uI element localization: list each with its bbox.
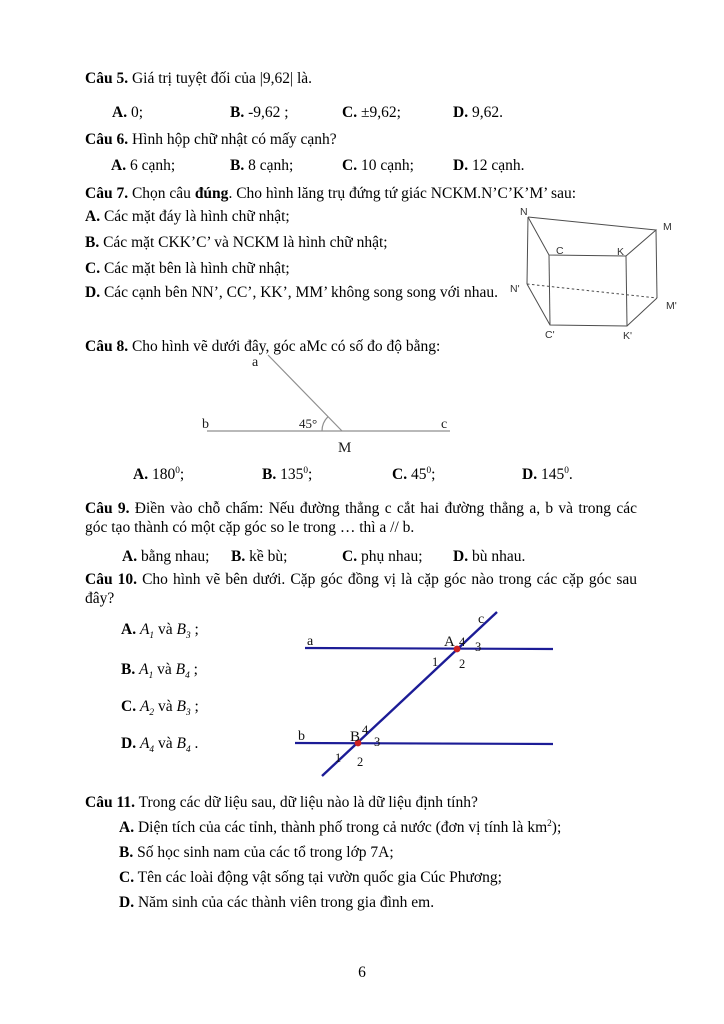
prism-figure xyxy=(505,196,695,346)
question-6-option-a: A. 6 cạnh; xyxy=(111,157,176,174)
question-8-option-d: D. $145^0$. xyxy=(522,465,573,483)
question-6-option-c: C. 10 cạnh; xyxy=(342,157,414,174)
question-7-title: Câu 7. Chọn câu đúng. Cho hình lăng trụ đứng tứ giác NCKM.N’C’K’M’ sau: xyxy=(85,185,577,202)
angle-number-a4: 4 xyxy=(459,635,466,649)
question-5-options xyxy=(0,103,724,123)
question-9-option-d: D. bù nhau. xyxy=(453,548,526,565)
question-8-option-a: A. $180^0$; xyxy=(133,465,185,483)
question-10-option-b: B. $A_1$ và $B_4$ ; xyxy=(121,661,198,682)
question-7-option-b: B. Các mặt CKK’C’ và NCKM là hình chữ nhật; xyxy=(85,234,388,251)
question-10-title-line1: Câu 10. Cho hình vẽ bên dưới. Cặp góc đồng vị là cặp góc nào trong các cặp góc sau xyxy=(85,571,637,588)
angle-number-b3: 3 xyxy=(374,735,381,749)
angle-number-a1: 1 xyxy=(432,655,439,669)
question-5-option-d: D. 9,62. xyxy=(453,104,503,121)
question-11-option-b: B. Số học sinh nam của các tổ trong lớp 7A; xyxy=(119,844,394,861)
question-6-title: Câu 6. Hình hộp chữ nhật có mấy cạnh? xyxy=(85,131,337,148)
prism-vertex-label-n-prime: N' xyxy=(510,283,520,295)
prism-vertex-label-n: N xyxy=(520,206,528,218)
parallel-label-c: c xyxy=(478,612,485,627)
angle-figure xyxy=(195,348,465,456)
question-9-title-line2: góc tạo thành có một cặp góc so le trong … thì a // b. xyxy=(85,519,415,536)
parallel-label-a: a xyxy=(307,634,314,649)
question-6-option-d: D. 12 cạnh. xyxy=(453,157,525,174)
prism-vertex-label-c: C xyxy=(556,245,564,257)
angle-number-a2: 2 xyxy=(459,657,466,671)
angle-line-label-c: c xyxy=(441,417,448,432)
transversal-line-c xyxy=(322,612,497,776)
question-9-option-c: C. phụ nhau; xyxy=(342,548,423,565)
question-11-option-c: C. Tên các loài động vật sống tại vườn quốc gia Cúc Phương; xyxy=(119,869,502,886)
question-10-option-c: C. $A_2$ và $B_3$ ; xyxy=(121,698,199,719)
question-11-option-d: D. Năm sinh của các thành viên trong gia đình em. xyxy=(119,894,435,911)
prism-vertex-label-k: K xyxy=(617,246,625,258)
question-5-option-a: A. 0; xyxy=(112,104,144,121)
question-6-options xyxy=(0,156,724,176)
prism-vertex-label-m-prime: M' xyxy=(666,300,677,312)
question-8-option-b: B. $135^0$; xyxy=(262,465,313,483)
prism-vertex-label-c-prime: C' xyxy=(545,329,555,341)
question-11-option-a: A. Diện tích của các tỉnh, thành phố trong cả nước (đơn vị tính là $km^2$); xyxy=(119,818,562,836)
question-10-option-d: D. $A_4$ và $B_4$ . xyxy=(121,735,199,756)
angle-line-label-b: b xyxy=(202,417,209,432)
angle-number-b4: 4 xyxy=(362,723,369,737)
question-9-option-a: A. bằng nhau; xyxy=(122,548,210,565)
question-6-option-b: B. 8 cạnh; xyxy=(230,157,294,174)
angle-number-a3: 3 xyxy=(475,640,482,654)
intersection-label-A: A xyxy=(444,634,455,650)
parallel-lines-figure xyxy=(290,604,570,789)
question-5-option-c: C. ±9,62; xyxy=(342,104,401,121)
question-8-options xyxy=(0,465,724,485)
question-10-title-line2: đây? xyxy=(85,590,115,607)
angle-vertex-label-m: M xyxy=(338,440,352,456)
question-5-title: Câu 5. Giá trị tuyệt đối của |9,62| là. xyxy=(85,70,313,87)
question-9-option-b: B. kề bù; xyxy=(231,548,288,565)
question-9-title-line1: Câu 9. Điền vào chỗ chấm: Nếu đường thẳng c cắt hai đường thẳng a, b và trong các xyxy=(85,500,637,517)
question-8-title: Câu 8. Cho hình vẽ dưới đây, góc aMc có số đo độ bằng: xyxy=(85,338,441,355)
question-8-option-c: C. $45^0$; xyxy=(392,465,436,483)
question-10-option-a: A. $A_1$ và $B_3$ ; xyxy=(121,621,199,642)
question-7-option-a: A. Các mặt đáy là hình chữ nhật; xyxy=(85,208,290,225)
question-7-option-c: C. Các mặt bên là hình chữ nhật; xyxy=(85,260,290,277)
question-5-option-b: B. -9,62 ; xyxy=(230,104,289,121)
parallel-line-b xyxy=(295,743,553,744)
prism-vertex-label-k-prime: K' xyxy=(623,330,633,342)
question-11-title: Câu 11. Trong các dữ liệu sau, dữ liệu nào là dữ liệu định tính? xyxy=(85,794,478,811)
angle-ray-label-a: a xyxy=(252,355,259,370)
question-7-option-d: D. Các cạnh bên NN’, CC’, KK’, MM’ không song song với nhau. xyxy=(85,284,499,301)
prism-vertex-label-m: M xyxy=(663,221,672,233)
angle-degree-label: 45° xyxy=(299,416,318,431)
parallel-line-a xyxy=(305,648,553,649)
question-9-options xyxy=(0,547,724,567)
page-number: 6 xyxy=(358,964,366,981)
angle-number-b2: 2 xyxy=(357,755,364,769)
intersection-label-B: B xyxy=(350,729,361,745)
angle-number-b1: 1 xyxy=(335,751,342,765)
parallel-label-b: b xyxy=(298,729,305,744)
